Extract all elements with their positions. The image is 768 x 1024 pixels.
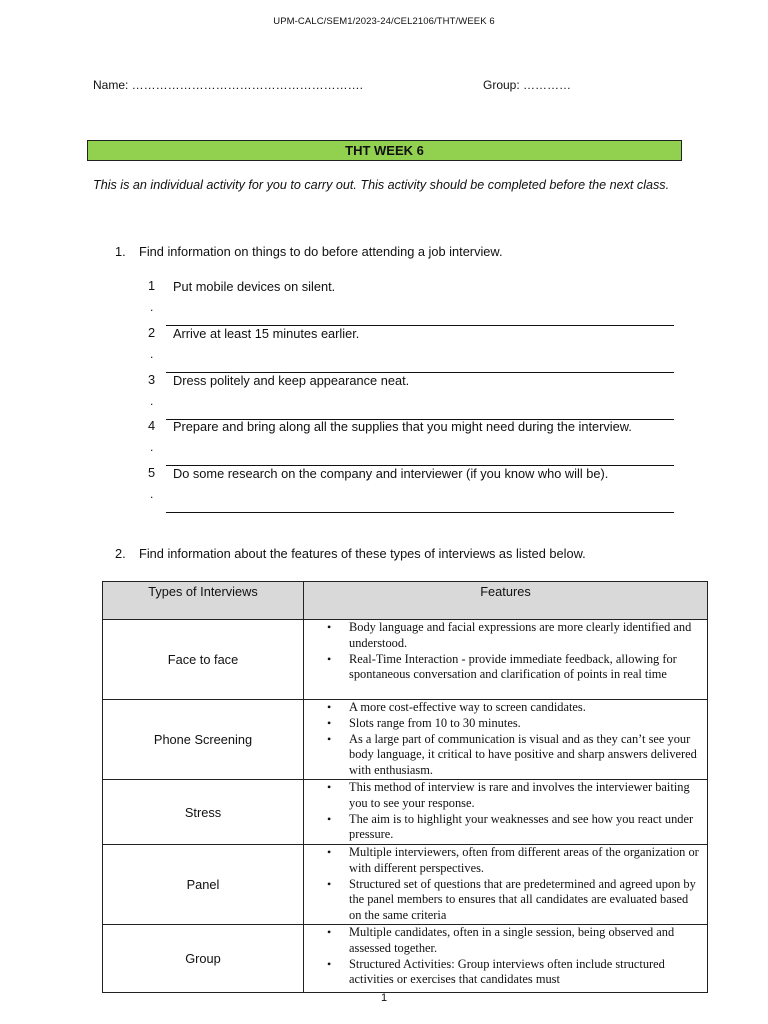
feature-bullet: • Body language and facial expressions are more clearly identified and understood. [349,620,703,652]
table-row [103,780,708,845]
document-header-code: UPM-CALC/SEM1/2023-24/CEL2106/THT/WEEK 6 [273,16,495,27]
answer-item [148,418,676,468]
interview-type-cell [103,845,304,925]
interview-type-label: Panel [186,877,220,892]
feature-bullet: • Multiple interviewers, often from different areas of the organization or with different perspectives. [349,845,703,877]
page-number: 1 [380,992,388,1004]
table-row [103,925,708,993]
answer-text: Dress politely and keep appearance neat. [173,373,410,388]
features-cell [304,780,708,845]
table-row [103,845,708,925]
question-2-number: 2. [115,546,126,561]
page-title [87,140,682,161]
question-1-number: 1. [115,244,126,259]
name-field-label: Name: …………………………………………………. [93,78,364,92]
answer-dot: . [150,394,154,408]
interview-types-table [102,581,708,993]
answer-dot: . [150,487,154,501]
interview-type-cell [103,925,304,993]
table-header-types: Types of Interviews [103,582,304,620]
answer-item [148,278,676,328]
answer-dot: . [150,347,154,361]
question-2 [115,546,586,561]
feature-bullet: • The aim is to highlight your weaknesses and see how you react under pressure. [349,812,703,844]
answer-text: Prepare and bring along all the supplies that you might need during the interview. [173,419,632,434]
answer-underline [166,512,674,513]
answer-number: 2 [148,325,156,340]
feature-bullet: • As a large part of communication is visual and as they can’t see your body language, it critical to have positive and sharp answers delivered with enthusiasm. [349,732,703,779]
features-cell [304,845,708,925]
interview-type-label: Face to face [167,652,239,667]
interview-type-label: Stress [184,804,222,820]
question-1 [115,244,503,259]
answer-text: Arrive at least 15 minutes earlier. [173,326,360,341]
table-row [103,620,708,700]
page-title-text: THT WEEK 6 [345,143,424,158]
group-field-label: Group: ………… [483,78,572,92]
feature-bullet: • Structured Activities: Group interviews often include structured activities or exercises that candidates must [349,957,703,989]
question-2-text: Find information about the features of these types of interviews as listed below. [139,546,586,561]
intro-instructions: This is an individual activity for you to carry out. This activity should be completed before the next class. [93,178,670,192]
features-cell [304,925,708,993]
table-header-features: Features [304,582,708,620]
answer-dot: . [150,440,154,454]
answer-text: Do some research on the company and interviewer (if you know who will be). [173,466,609,481]
feature-bullet: • Structured set of questions that are predetermined and agreed upon by the panel members to ensures that all candidates are evaluated based on the same criteria [349,877,703,924]
answer-dot: . [150,300,154,314]
feature-bullet: • Multiple candidates, often in a single session, being observed and assessed together. [349,925,703,957]
interview-type-cell [103,620,304,700]
answer-item [148,325,676,375]
feature-bullet: • This method of interview is rare and involves the interviewer baiting you to see your response. [349,780,703,812]
answer-number: 1 [148,278,156,293]
answer-number: 4 [148,418,156,433]
question-1-text: Find information on things to do before attending a job interview. [139,244,503,259]
answer-text: Put mobile devices on silent. [173,279,336,294]
interview-type-label: Phone Screening [153,732,253,747]
feature-bullet: • Slots range from 10 to 30 minutes. [349,716,703,732]
interview-type-label: Group [185,951,221,966]
table-row [103,700,708,780]
answer-number: 5 [148,465,156,480]
answer-item [148,465,676,515]
features-cell [304,700,708,780]
feature-bullet: • Real-Time Interaction - provide immediate feedback, allowing for spontaneous conversation and clarification of points in real time [349,652,703,684]
feature-bullet: • A more cost-effective way to screen candidates. [349,700,703,716]
interview-type-cell [103,780,304,845]
table-header-row [103,582,708,620]
interview-type-cell [103,700,304,780]
answer-number: 3 [148,372,156,387]
features-cell [304,620,708,700]
